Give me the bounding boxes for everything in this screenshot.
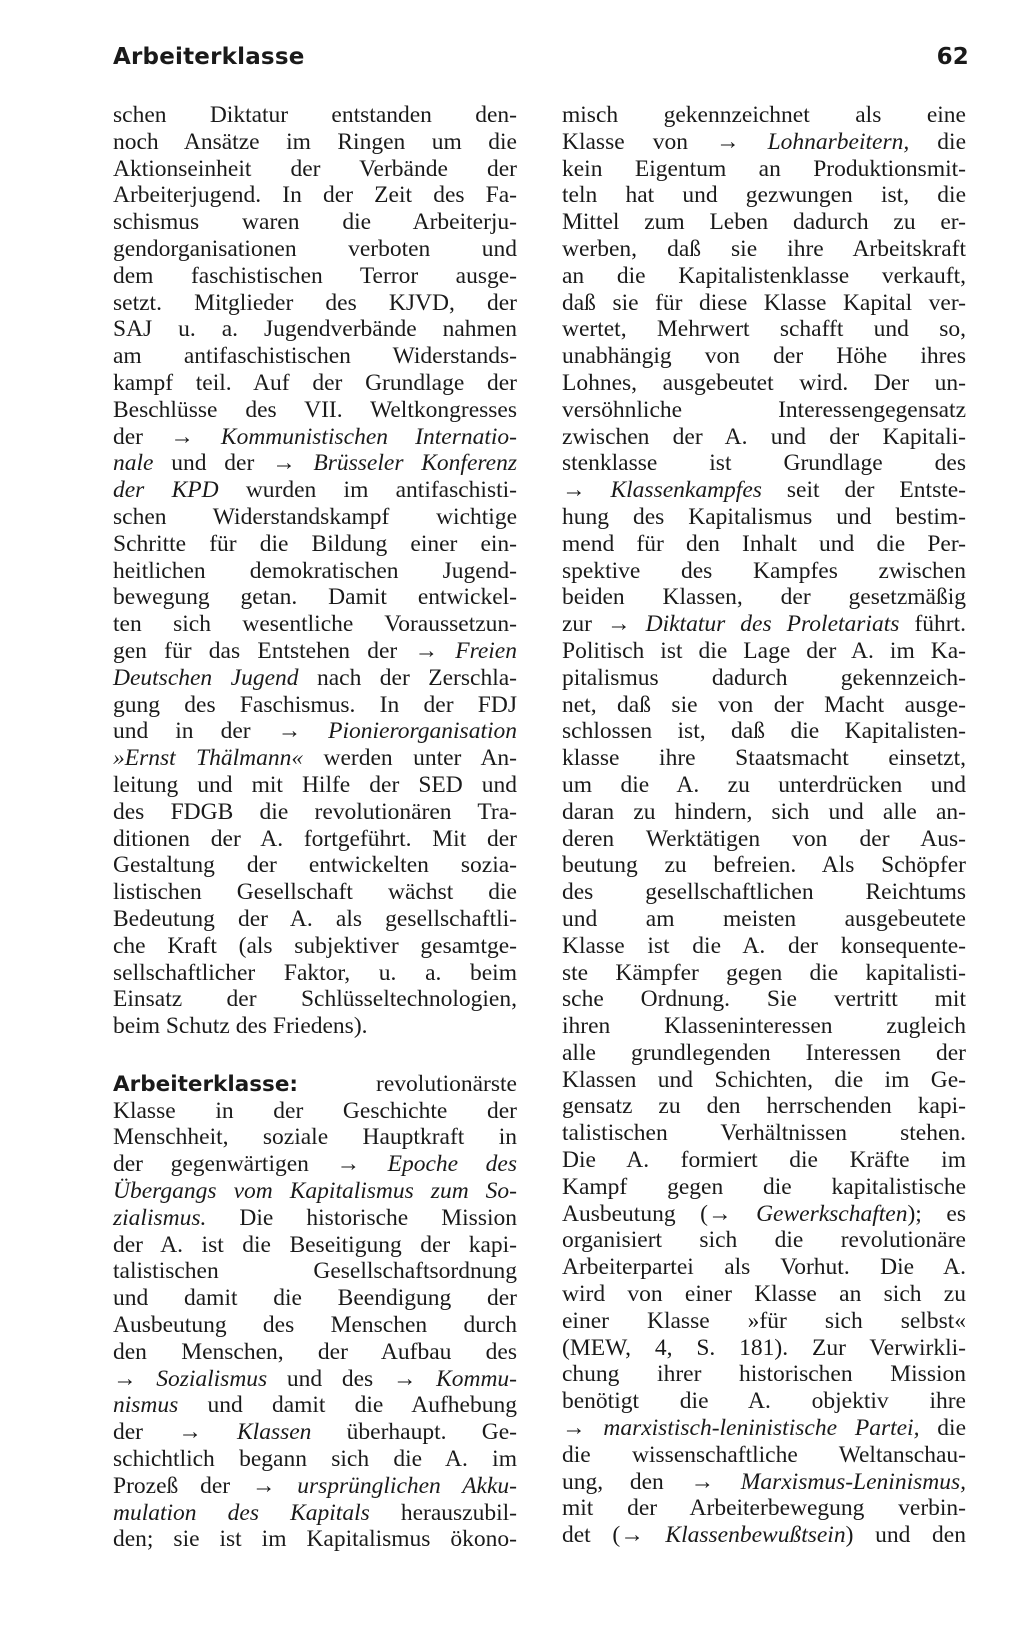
cross-reference: mulation des Kapitals — [113, 1499, 370, 1526]
left-column — [113, 102, 517, 1553]
text-segment: und damit die Aufhebung — [178, 1392, 517, 1419]
text-segment: und am meisten ausgebeutete — [562, 905, 966, 932]
text-line — [113, 692, 517, 719]
page-number: 62 — [936, 44, 969, 70]
text-line — [113, 290, 517, 317]
text-line — [113, 852, 517, 879]
text-segment: beutung zu befreien. Als Schöpfer — [562, 852, 966, 879]
text-segment: che Kraft (als subjektiver gesamtge- — [113, 932, 517, 959]
text-line — [113, 1013, 517, 1040]
text-segment: SAJ u. a. Jugendverbände nahmen — [113, 316, 517, 343]
text-line — [113, 504, 517, 531]
text-line — [562, 1522, 966, 1549]
text-segment: den; sie ist im Kapitalismus ökono- — [113, 1526, 517, 1553]
text-segment: des gesellschaftlichen Reichtums — [562, 879, 966, 906]
text-line — [562, 611, 966, 638]
text-line — [562, 1040, 966, 1067]
text-segment: stenklasse ist Grundlage des — [562, 450, 966, 477]
text-segment: sche Ordnung. Sie vertritt mit — [562, 986, 966, 1013]
cross-reference: der KPD — [113, 477, 219, 504]
text-line — [113, 236, 517, 263]
text-line — [562, 879, 966, 906]
text-line — [562, 906, 966, 933]
text-segment: ste Kämpfer gegen die kapitalisti- — [562, 959, 966, 986]
text-segment: Ausbeutung (→ — [562, 1200, 757, 1227]
cross-reference: Übergangs vom Kapitalismus zum So- — [113, 1178, 517, 1205]
text-segment: dem faschistischen Terror ausge- — [113, 262, 517, 289]
text-line — [562, 692, 966, 719]
text-segment: und des → — [267, 1365, 437, 1392]
cross-reference: Sozialismus — [156, 1365, 268, 1392]
text-segment: Bedeutung der A. als gesellschaftli- — [113, 905, 517, 932]
cross-reference: »Ernst Thälmann« — [113, 745, 304, 772]
text-segment: schen Widerstandskampf wichtige — [113, 503, 517, 530]
text-segment: alle grundlegenden Interessen der — [562, 1039, 966, 1066]
text-line — [113, 129, 517, 156]
text-line — [113, 316, 517, 343]
text-line — [113, 1500, 517, 1527]
text-line — [113, 1366, 517, 1393]
text-line — [562, 1013, 966, 1040]
text-segment: die — [909, 128, 966, 155]
text-segment: listischen Gesellschaft wächst die — [113, 879, 517, 906]
text-segment: noch Ansätze im Ringen um die — [113, 128, 517, 155]
page-header — [113, 44, 969, 84]
text-line — [113, 1285, 517, 1312]
text-segment: teln hat und gezwungen ist, die — [562, 182, 966, 209]
cross-reference: Klassenbewußtsein — [665, 1522, 846, 1549]
text-line — [113, 263, 517, 290]
text-segment: sellschaftlicher Faktor, u. a. beim — [113, 959, 517, 986]
text-line — [113, 1071, 517, 1098]
text-segment: schlossen ist, daß die Kapitalisten- — [562, 718, 966, 745]
text-segment: werden unter An- — [303, 745, 517, 772]
text-segment: kampf teil. Auf der Grundlage der — [113, 369, 517, 396]
text-line — [562, 1147, 966, 1174]
text-segment: Politisch ist die Lage der A. im Ka- — [562, 637, 966, 664]
text-line — [562, 316, 966, 343]
text-segment: organisiert sich die revolutionäre — [562, 1227, 966, 1254]
text-line — [113, 450, 517, 477]
text-line — [113, 1178, 517, 1205]
text-segment: daran zu hindern, sich und alle an- — [562, 798, 966, 825]
text-segment: spektive des Kampfes zwischen — [562, 557, 966, 584]
text-line — [113, 1419, 517, 1446]
text-line — [113, 1526, 517, 1553]
text-line — [113, 799, 517, 826]
text-line — [562, 236, 966, 263]
text-segment: und in der → — [113, 718, 329, 745]
text-segment: leitung und mit Hilfe der SED und — [113, 771, 517, 798]
text-segment: ten sich wesentliche Voraussetzun- — [113, 611, 517, 638]
text-segment: zwischen der A. und der Kapitali- — [562, 423, 966, 450]
text-segment: Mittel zum Leben dadurch zu er- — [562, 209, 966, 236]
text-segment: schichtlich begann sich die A. im — [113, 1446, 517, 1473]
text-line — [562, 156, 966, 183]
text-segment: Gestaltung der entwickelten sozia- — [113, 852, 517, 879]
cross-reference: marxistisch-leninistische Partei, — [603, 1415, 920, 1442]
text-segment: Arbeiterjugend. In der Zeit des Fa- — [113, 182, 517, 209]
text-segment: ); es — [907, 1200, 966, 1227]
text-line — [113, 906, 517, 933]
text-segment: gendorganisationen verboten und — [113, 235, 517, 262]
text-line — [562, 665, 966, 692]
text-segment: talistischen Gesellschaftsordnung — [113, 1258, 517, 1285]
text-line — [562, 1469, 966, 1496]
text-segment: ung, den → — [562, 1468, 741, 1495]
running-head-title: Arbeiterklasse — [113, 44, 305, 70]
cross-reference: Klassen — [237, 1419, 312, 1446]
cross-reference: Kommu- — [436, 1365, 518, 1392]
text-segment: die — [919, 1415, 966, 1442]
text-line — [113, 772, 517, 799]
text-line — [113, 558, 517, 585]
text-line — [562, 1495, 966, 1522]
text-line — [113, 1258, 517, 1285]
text-segment: Lohnes, ausgebeutet wird. Der un- — [562, 369, 966, 396]
text-line — [113, 1098, 517, 1125]
text-line — [562, 1281, 966, 1308]
text-line — [113, 531, 517, 558]
cross-reference: zialismus. — [113, 1204, 207, 1231]
text-segment: Klasse in der Geschichte der — [113, 1097, 517, 1124]
text-line — [113, 1151, 517, 1178]
text-line — [113, 638, 517, 665]
text-segment: misch gekennzeichnet als eine — [562, 102, 966, 128]
text-segment: daß sie für diese Klasse Kapital ver- — [562, 289, 966, 316]
text-segment: einer Klasse »für sich selbst« — [562, 1307, 966, 1334]
text-line — [113, 665, 517, 692]
text-line — [562, 1442, 966, 1469]
text-line — [562, 102, 966, 129]
cross-reference: nale — [113, 450, 154, 477]
text-segment: deren Werktätigen von der Aus- — [562, 825, 966, 852]
text-line — [562, 1254, 966, 1281]
text-segment: beiden Klassen, der gesetzmäßig — [562, 584, 966, 611]
entry-term: Arbeiterklasse: — [113, 1071, 298, 1097]
text-segment: wurden im antifaschisti- — [218, 477, 517, 504]
text-line — [113, 343, 517, 370]
text-segment: talistischen Verhältnissen stehen. — [562, 1120, 966, 1147]
text-line — [562, 1067, 966, 1094]
text-segment: wertet, Mehrwert schafft und so, — [562, 316, 966, 343]
text-line — [562, 450, 966, 477]
text-line — [113, 1392, 517, 1419]
text-segment: heitlichen demokratischen Jugend- — [113, 557, 517, 584]
text-line — [562, 1308, 966, 1335]
text-line — [562, 182, 966, 209]
text-segment: Die A. formiert die Kräfte im — [562, 1147, 966, 1174]
text-segment: überhaupt. Ge- — [311, 1419, 517, 1446]
text-segment: benötigt die A. objektiv ihre — [562, 1388, 966, 1415]
text-line — [562, 799, 966, 826]
text-segment: Prozeß der → — [113, 1472, 298, 1499]
text-segment: und der → — [153, 450, 314, 477]
text-line — [562, 397, 966, 424]
text-segment: (MEW, 4, S. 181). Zur Verwirkli- — [562, 1334, 966, 1361]
text-segment: beim Schutz des Friedens). — [113, 1013, 368, 1040]
text-segment: den Menschen, der Aufbau des — [113, 1338, 517, 1365]
cross-reference: Gewerkschaften — [756, 1200, 908, 1227]
text-line — [113, 424, 517, 451]
text-line — [562, 638, 966, 665]
cross-reference: Brüsseler Konferenz — [313, 450, 517, 477]
text-segment: ) und den — [845, 1522, 966, 1549]
text-segment: schen Diktatur entstanden den- — [113, 102, 517, 128]
text-line — [562, 933, 966, 960]
text-line — [562, 129, 966, 156]
text-segment: der A. ist die Beseitigung der kapi- — [113, 1231, 517, 1258]
text-segment: Klasse ist die A. der konsequente- — [562, 932, 966, 959]
text-line — [113, 879, 517, 906]
text-line — [562, 852, 966, 879]
text-line — [562, 531, 966, 558]
cross-reference: Marxismus-Leninismus, — [740, 1468, 966, 1495]
text-line — [113, 718, 517, 745]
text-segment: der → — [113, 1419, 237, 1446]
paragraph-gap — [113, 1040, 517, 1071]
cross-reference: Freien — [455, 637, 517, 664]
dictionary-entry-arbeiterklasse — [113, 1071, 517, 1553]
text-segment: hung des Kapitalismus und bestim- — [562, 503, 966, 530]
text-segment: revolutionärste — [298, 1070, 517, 1097]
text-segment: führt. — [899, 611, 966, 638]
text-line — [113, 960, 517, 987]
text-segment: → — [562, 1415, 604, 1442]
text-segment: Aktionseinheit der Verbände der — [113, 155, 517, 182]
text-segment: nach der Zerschla- — [298, 664, 517, 691]
text-line — [562, 1174, 966, 1201]
text-line — [113, 986, 517, 1013]
text-segment: → — [113, 1365, 157, 1392]
text-segment: schismus waren die Arbeiterju- — [113, 209, 517, 236]
cross-reference: Epoche des — [387, 1151, 517, 1178]
text-segment: kein Eigentum an Produktionsmit- — [562, 155, 966, 182]
text-segment: gen für das Entstehen der → — [113, 637, 456, 664]
text-line — [562, 504, 966, 531]
text-line — [562, 343, 966, 370]
text-line — [562, 370, 966, 397]
text-segment: mit der Arbeiterbewegung verbin- — [562, 1495, 966, 1522]
text-segment: Klassen und Schichten, die im Ge- — [562, 1066, 966, 1093]
text-segment: det (→ — [562, 1522, 666, 1549]
text-line — [562, 1093, 966, 1120]
text-line — [562, 1361, 966, 1388]
cross-reference: Klassenkampfes — [610, 477, 762, 504]
text-segment: gung des Faschismus. In der FDJ — [113, 691, 517, 718]
text-line — [562, 826, 966, 853]
text-segment: klasse ihre Staatsmacht einsetzt, — [562, 745, 966, 772]
text-segment: und damit die Beendigung der — [113, 1285, 517, 1312]
text-line — [562, 424, 966, 451]
cross-reference: nismus — [113, 1392, 179, 1419]
text-segment: ihren Klasseninteressen zugleich — [562, 1013, 966, 1040]
text-line — [113, 209, 517, 236]
text-segment: des FDGB die revolutionären Tra- — [113, 798, 517, 825]
text-segment: der → — [113, 423, 221, 450]
text-line — [562, 290, 966, 317]
text-segment: versöhnliche Interessengegensatz — [562, 396, 966, 423]
text-line — [562, 263, 966, 290]
cross-reference: Lohnarbeitern, — [767, 128, 910, 155]
text-line — [562, 960, 966, 987]
text-line — [113, 477, 517, 504]
text-segment: wird von einer Klasse an sich zu — [562, 1281, 966, 1308]
text-line — [113, 1339, 517, 1366]
text-segment: Die historische Mission — [206, 1204, 517, 1231]
text-line — [113, 1446, 517, 1473]
text-segment: → — [562, 477, 611, 504]
text-segment: Beschlüsse des VII. Weltkongresses — [113, 396, 517, 423]
continued-text — [113, 102, 517, 1040]
text-segment: Klasse von → — [562, 128, 768, 155]
text-line — [562, 1120, 966, 1147]
text-line — [113, 611, 517, 638]
text-segment: Arbeiterpartei als Vorhut. Die A. — [562, 1254, 966, 1281]
text-line — [562, 1227, 966, 1254]
text-segment: herauszubil- — [369, 1499, 517, 1526]
text-segment: Schritte für die Bildung einer ein- — [113, 530, 517, 557]
text-line — [113, 1473, 517, 1500]
text-segment: bewegung getan. Damit entwickel- — [113, 584, 517, 611]
text-segment: Einsatz der Schlüsseltechnologien, — [113, 986, 517, 1013]
cross-reference: Diktatur des Proletariats — [645, 611, 900, 638]
text-segment: der gegenwärtigen → — [113, 1151, 388, 1178]
text-segment: gensatz zu den herrschenden kapi- — [562, 1093, 966, 1120]
text-line — [562, 477, 966, 504]
cross-reference: Pionierorganisation — [328, 718, 517, 745]
text-segment: werben, daß sie ihre Arbeitskraft — [562, 235, 966, 262]
text-line — [562, 1335, 966, 1362]
text-line — [562, 1415, 966, 1442]
text-line — [113, 182, 517, 209]
text-line — [562, 718, 966, 745]
text-segment: unabhängig von der Höhe ihres — [562, 343, 966, 370]
text-segment: die wissenschaftliche Weltanschau- — [562, 1441, 966, 1468]
text-segment: mend für den Inhalt und die Per- — [562, 530, 966, 557]
text-segment: pitalismus dadurch gekennzeich- — [562, 664, 966, 691]
text-line — [562, 1388, 966, 1415]
text-segment: Ausbeutung des Menschen durch — [113, 1312, 517, 1339]
text-line — [113, 1232, 517, 1259]
text-segment: ditionen der A. fortgeführt. Mit der — [113, 825, 517, 852]
text-segment: Menschheit, soziale Hauptkraft in — [113, 1124, 517, 1151]
cross-reference: Kommunistischen Internatio- — [220, 423, 517, 450]
text-segment: um die A. zu unterdrücken und — [562, 771, 966, 798]
text-line — [562, 745, 966, 772]
cross-reference: ursprünglichen Akku- — [297, 1472, 517, 1499]
text-line — [113, 397, 517, 424]
cross-reference: Deutschen Jugend — [113, 664, 299, 691]
text-line — [113, 933, 517, 960]
text-segment: chung ihrer historischen Mission — [562, 1361, 966, 1388]
text-segment: seit der Entste- — [761, 477, 966, 504]
text-line — [562, 772, 966, 799]
text-line — [113, 1312, 517, 1339]
right-column — [562, 102, 966, 1549]
text-line — [113, 156, 517, 183]
text-line — [113, 584, 517, 611]
text-line — [113, 1205, 517, 1232]
text-line — [113, 370, 517, 397]
text-segment: an die Kapitalistenklasse verkauft, — [562, 262, 966, 289]
text-segment: net, daß sie von der Macht ausge- — [562, 691, 966, 718]
text-segment: am antifaschistischen Widerstands- — [113, 343, 517, 370]
text-segment: Kampf gegen die kapitalistische — [562, 1173, 966, 1200]
text-line — [113, 745, 517, 772]
text-line — [562, 584, 966, 611]
text-line — [113, 1124, 517, 1151]
text-line — [562, 1201, 966, 1228]
text-line — [562, 209, 966, 236]
text-line — [113, 102, 517, 129]
text-segment: setzt. Mitglieder des KJVD, der — [113, 289, 517, 316]
text-segment: zur → — [562, 611, 646, 638]
text-line — [113, 826, 517, 853]
text-line — [562, 558, 966, 585]
text-line — [562, 986, 966, 1013]
